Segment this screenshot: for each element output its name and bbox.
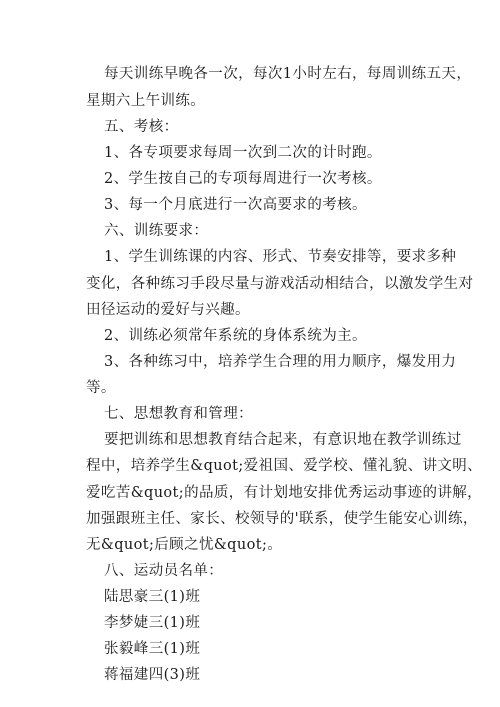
athlete-list-item: 李梦婕三(1)班 [104, 615, 201, 631]
education-paragraph-line-3: 爱吃苦&quot;的品质，有计划地安排优秀运动事迹的讲解， [86, 485, 483, 501]
assessment-item-3: 3、每一个月底进行一次高要求的考核。 [104, 197, 367, 213]
requirement-item-3: 3、各种练习中，培养学生合理的用力顺序，爆发用力 [104, 354, 457, 370]
assessment-item-1: 1、各专项要求每周一次到二次的计时跑。 [104, 145, 382, 161]
requirement-item-2: 2、训练必须常年系统的身体系统为主。 [104, 328, 367, 344]
heading-ideological-education: 七、思想教育和管理： [104, 406, 253, 422]
requirement-item-3-cont: 等。 [86, 380, 116, 396]
heading-athlete-list: 八、运动员名单： [104, 563, 224, 579]
education-paragraph-line-2: 程中，培养学生&quot;爱祖国、爱学校、懂礼貌、讲文明、 [86, 458, 483, 474]
athlete-list-item: 陆思豪三(1)班 [104, 589, 201, 605]
heading-assessment: 五、考核： [104, 119, 179, 135]
athlete-list-item: 蒋福建四(3)班 [104, 667, 201, 683]
assessment-item-2: 2、学生按自己的专项每周进行一次考核。 [104, 171, 382, 187]
education-paragraph-line-5: 无&quot;后顾之忧&quot;。 [86, 537, 283, 553]
education-paragraph-line-4: 加强跟班主任、家长、校领导的'联系，使学生能安心训练， [86, 511, 478, 527]
requirement-item-1-cont-b: 田径运动的爱好与兴趣。 [86, 302, 250, 318]
athlete-list-item: 张毅峰三(1)班 [104, 641, 201, 657]
paragraph-training-schedule: 每天训练早晚各一次，每次1小时左右，每周训练五天， [104, 66, 472, 82]
education-paragraph-line-1: 要把训练和思想教育结合起来，有意识地在教学训练过 [104, 432, 462, 448]
paragraph-training-schedule-cont: 星期六上午训练。 [86, 93, 206, 109]
requirement-item-1-cont-a: 变化，各种练习手段尽量与游戏活动相结合，以激发学生对 [86, 276, 474, 292]
heading-training-requirements: 六、训练要求： [104, 223, 209, 239]
requirement-item-1: 1、学生训练课的内容、形式、节奏安排等，要求多种 [104, 249, 457, 265]
